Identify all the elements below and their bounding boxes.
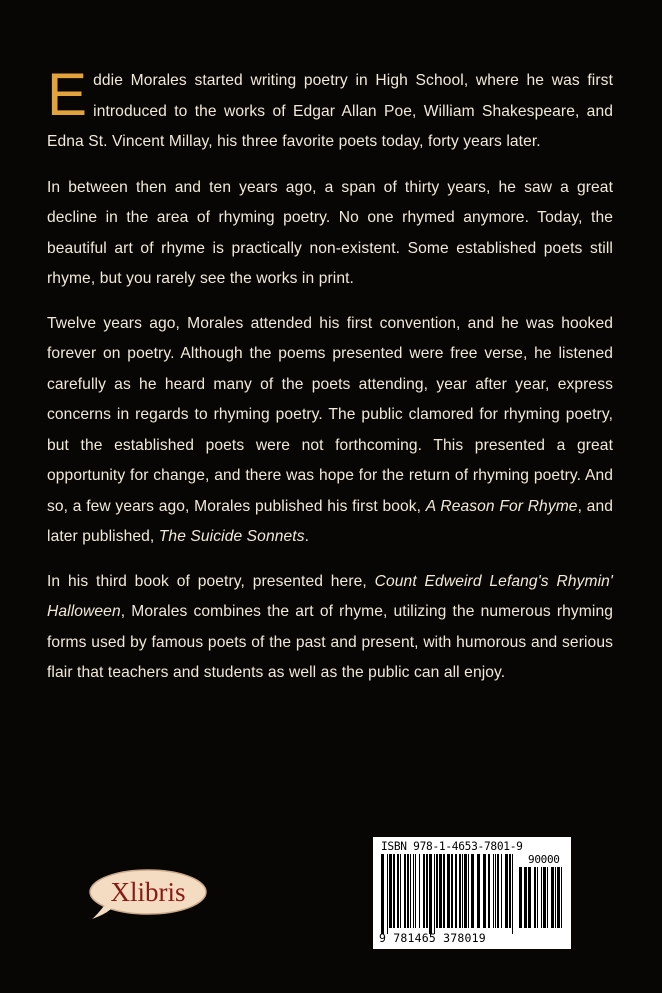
barcode-bar bbox=[393, 854, 395, 928]
barcode-bars bbox=[381, 854, 517, 934]
price-code: 90000 bbox=[528, 853, 560, 866]
barcode-bar bbox=[524, 867, 527, 928]
barcode-bar bbox=[436, 854, 438, 928]
barcode-bar bbox=[462, 854, 463, 928]
barcode-bar bbox=[419, 854, 420, 928]
ean-digits: 9 781465 378019 bbox=[379, 931, 486, 945]
barcode-bar bbox=[443, 854, 445, 928]
barcode-bar bbox=[381, 854, 384, 934]
barcode-bar bbox=[512, 854, 513, 934]
barcode-bar bbox=[407, 854, 409, 928]
paragraph-4-text: , Morales combines the art of rhyme, utilizing the numerous rhyming forms used by famous poets of the past and present, with humorous and serious flair that teachers and students as well as the public can all enjoy. bbox=[47, 603, 613, 681]
drop-cap: E bbox=[47, 61, 88, 128]
paragraph-1 bbox=[47, 61, 613, 158]
barcode-bar bbox=[497, 854, 499, 928]
barcode-bar bbox=[426, 854, 428, 928]
barcode-bar bbox=[537, 867, 538, 928]
barcode-bar bbox=[464, 854, 467, 928]
barcode-bar bbox=[519, 867, 522, 928]
barcode-bar bbox=[528, 867, 531, 928]
back-cover-text bbox=[47, 61, 614, 703]
barcode-bar bbox=[451, 854, 453, 928]
barcode-bar bbox=[459, 854, 461, 928]
paragraph-3 bbox=[47, 309, 613, 553]
barcode-bar bbox=[557, 867, 560, 928]
isbn-label: ISBN 978-1-4653-7801-9 bbox=[381, 840, 523, 853]
paragraph-3-mid: , and later published, bbox=[47, 497, 614, 545]
barcode-bar bbox=[551, 867, 554, 928]
barcode-bar bbox=[509, 854, 511, 928]
barcode-bar bbox=[413, 854, 414, 928]
paragraph-3-text: Twelve years ago, Morales attended his first convention, and he was hooked forever on poetry. Although the poems presented were free verse, he listened carefully as he heard many of the poets attending, year after year, express concerns in regards to rhyming poetry. The public clamored for rhyming poetry, but the established poets were not forthcoming. This presented a great opportunity for change, and there was hope for the return of rhyming poetry. And so, a few years ago, Morales published his first book, bbox=[47, 314, 613, 515]
barcode-bar bbox=[434, 854, 435, 934]
barcode-bar bbox=[423, 854, 425, 928]
barcode-bar bbox=[387, 854, 388, 934]
barcode-bar bbox=[389, 854, 392, 928]
barcode-bar bbox=[547, 867, 548, 928]
barcode-bar bbox=[415, 854, 416, 928]
paragraph-1-text: ddie Morales started writing poetry in High School, where he was first introduced to the works of Edgar Allan Poe, William Shakespeare, and Edna St. Vincent Millay, his three favorite poets today, forty years later. bbox=[47, 72, 613, 150]
barcode-bar bbox=[493, 854, 494, 928]
book-title-2: The Suicide Sonnets bbox=[158, 528, 305, 545]
barcode-bar bbox=[404, 854, 406, 928]
barcode-bar bbox=[439, 854, 442, 928]
barcode-bar bbox=[505, 854, 508, 928]
book-title-3: Count Edweird Lefang's Rhymin' Halloween bbox=[47, 572, 614, 620]
barcode-bar bbox=[455, 854, 457, 928]
barcode-bar bbox=[471, 854, 474, 928]
barcode-bar bbox=[534, 867, 536, 928]
barcode-bar bbox=[555, 867, 556, 928]
xlibris-logo bbox=[86, 866, 210, 920]
barcode-bar bbox=[468, 854, 469, 928]
barcode-bar bbox=[501, 854, 502, 928]
xlibris-logo-text: Xlibris bbox=[110, 877, 186, 907]
paragraph-2: In between then and ten years ago, a span of thirty years, he saw a great decline in the area of rhyming poetry. No one rhymed anymore. Today, the beautiful art of rhyme is practically non-existent. Some established poets still rhyme, but you rarely see the works in print. bbox=[47, 178, 613, 287]
barcode-bar bbox=[483, 854, 486, 928]
isbn-barcode bbox=[373, 837, 571, 949]
book-title-1: A Reason For Rhyme bbox=[425, 497, 578, 515]
paragraph-3-end: . bbox=[304, 528, 310, 545]
barcode-bar bbox=[495, 854, 496, 928]
barcode-bar bbox=[400, 854, 401, 928]
paragraph-4 bbox=[47, 567, 613, 689]
paragraph-4-start: In his third book of poetry, presented here, bbox=[47, 572, 375, 590]
barcode-bar bbox=[410, 854, 411, 928]
barcode-bar bbox=[488, 854, 490, 928]
barcode-bar bbox=[541, 867, 542, 928]
addon-barcode-bars bbox=[519, 867, 565, 934]
barcode-bar bbox=[447, 854, 450, 928]
barcode-bar bbox=[477, 854, 480, 928]
barcode-bar bbox=[561, 867, 562, 928]
barcode-bar bbox=[429, 854, 432, 934]
barcode-bar bbox=[543, 867, 546, 928]
barcode-bar bbox=[397, 854, 399, 928]
